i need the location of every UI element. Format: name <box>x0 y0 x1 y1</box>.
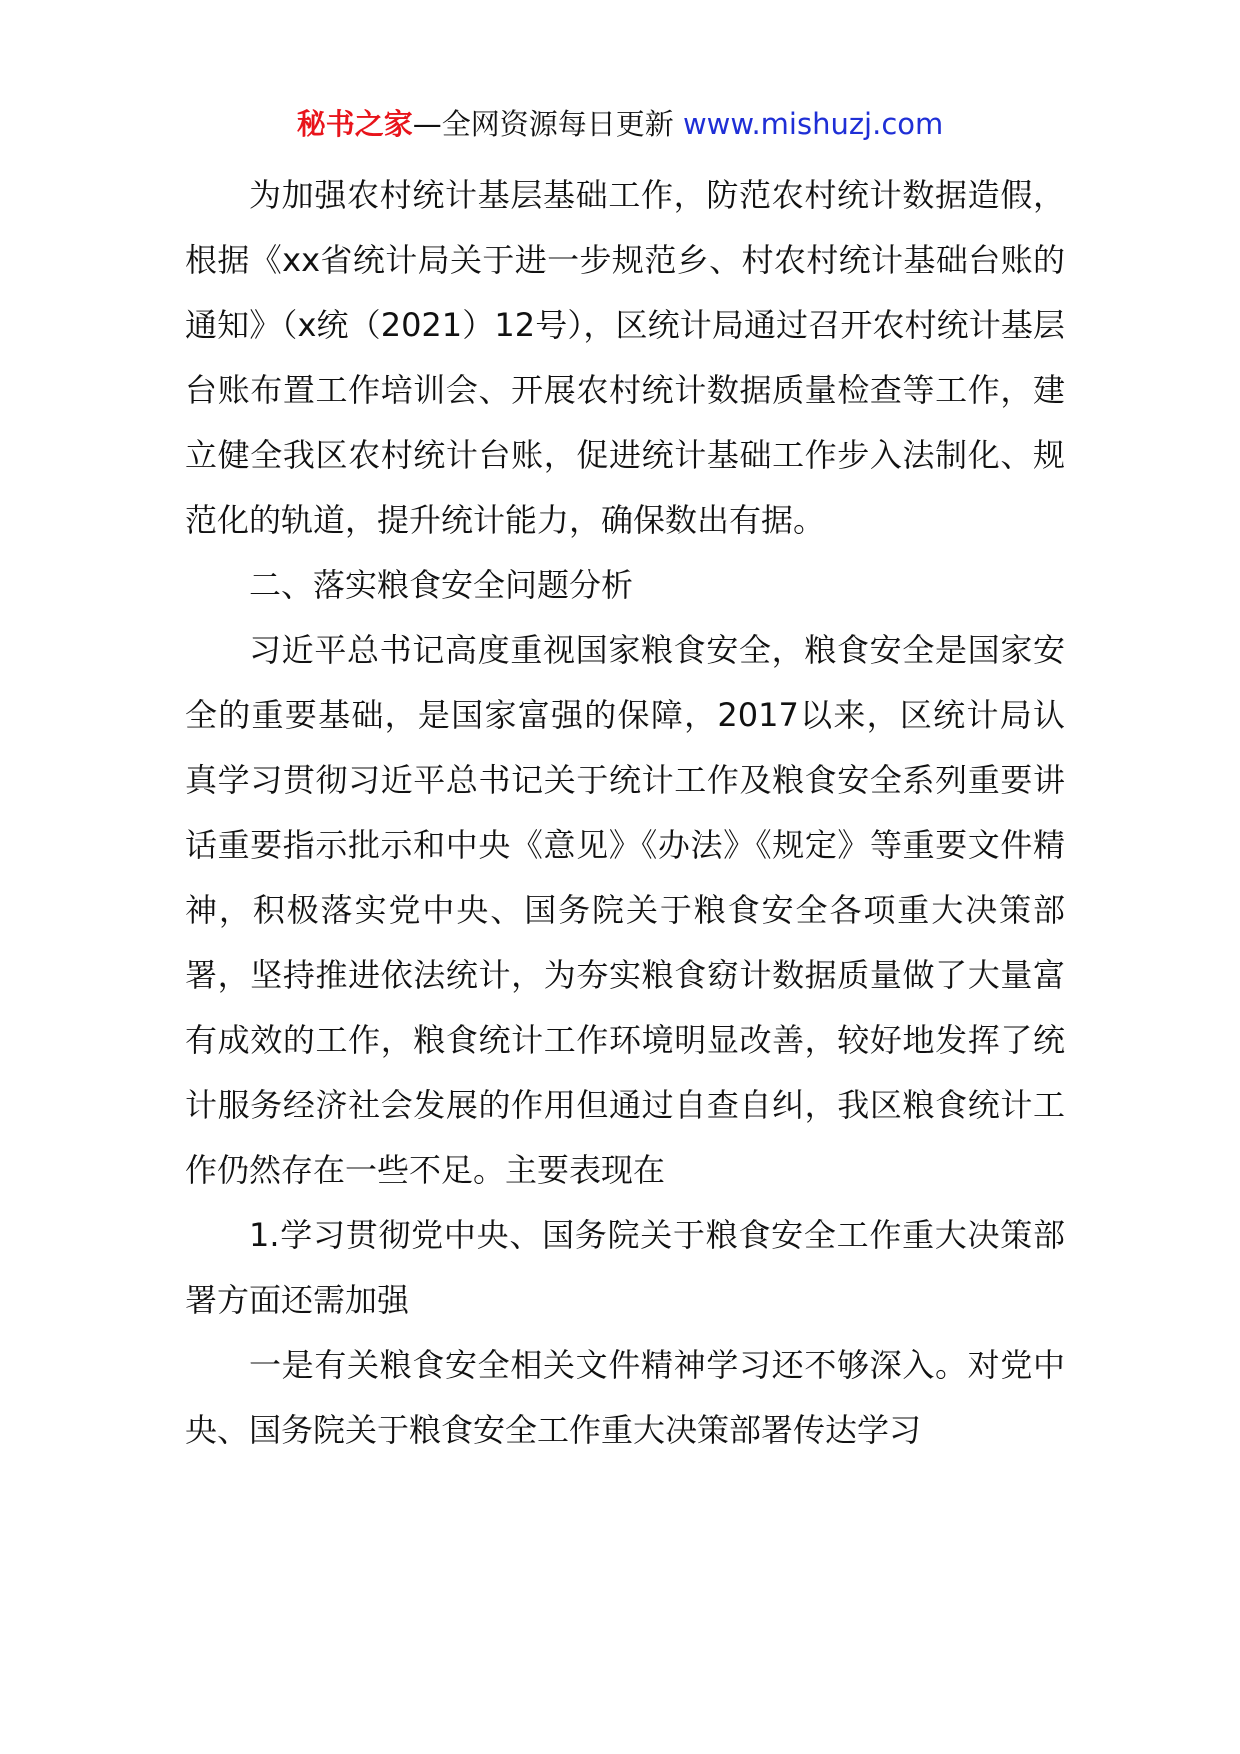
site-header <box>0 104 1240 144</box>
document-body <box>185 163 1065 1463</box>
paragraph-analysis: 习近平总书记高度重视国家粮食安全，粮食安全是国家安全的重要基础，是国家富强的保障，2017以来，区统计局认真学习贯彻习近平总书记关于统计工作及粮食安全系列重要讲话重要指示批示和中央《意见》《办法》《规定》等重要文件精神，积极落实党中央、国务院关于粮食安全各项重大决策部署，坚持推进依法统计，为夯实粮食窈计数据质量做了大量富有成效的工作，粮食统计工作环境明显改善，较好地发挥了统计服务经济社会发展的作用但通过自查自纠，我区粮食统计工作仍然存在一些不足。主要表现在 <box>185 631 1065 1189</box>
paragraph-intro: 为加强农村统计基层基础工作，防范农村统计数据造假，根据《xx省统计局关于进一步规范乡、村农村统计基础台账的通知》（x统（2021）12号），区统计局通过召开农村统计基层台账布置工作培训会、开展农村统计数据质量检查等工作，建立健全我区农村统计台账，促进统计基础工作步入法制化、规范化的轨道，提升统计能力，确保数出有据。 <box>185 176 1065 539</box>
site-url-link[interactable]: www.mishuzj.com <box>682 107 944 141</box>
paragraph-point-one: 一是有关粮食安全相关文件精神学习还不够深入。对党中央、国务院关于粮食安全工作重大决策部署传达学习 <box>185 1346 1065 1449</box>
brand-name: 秘书之家 <box>296 107 413 141</box>
header-tagline: —全网资源每日更新 <box>412 107 674 141</box>
section-heading: 二、落实粮食安全问题分析 <box>249 566 634 604</box>
subsection-heading: 1.学习贯彻党中央、国务院关于粮食安全工作重大决策部署方面还需加强 <box>185 1216 1065 1319</box>
